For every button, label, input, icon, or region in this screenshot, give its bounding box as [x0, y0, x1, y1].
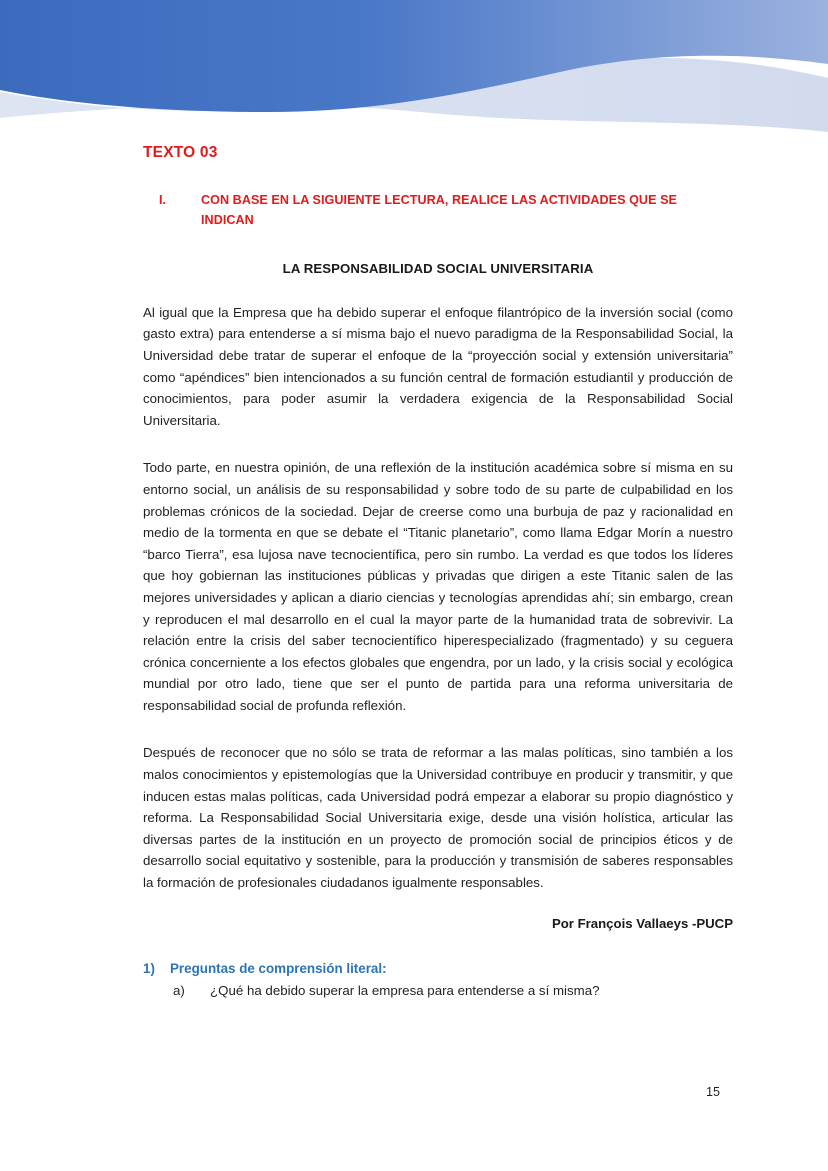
reading-paragraph-1: Al igual que la Empresa que ha debido superar el enfoque filantrópico de la inversión social (como gasto extra) para entenderse a sí misma bajo el nuevo paradigma de la Responsabilidad Social, la Universidad debe tratar de superar el enfoque de la “proyección social y extensión universitaria” como “apéndices” bien intencionados a su función central de formación estudiantil y producción de conocimientos, para poder asumir la verdadera exigencia de la Responsabilidad Social Universitaria.: [143, 304, 733, 428]
question-item-a-text: ¿Qué ha debido superar la empresa para entenderse a sí misma?: [210, 982, 600, 998]
reading-paragraph-3: Después de reconocer que no sólo se trata de reformar a las malas políticas, sino también a los malos conocimientos y epistemologías que la Universidad contribuye en producir y transmitir, y que inducen estas malas políticas, cada Universidad podrá empezar a elaborar su propio diagnóstico y reforma. La Responsabilidad Social Universitaria exige, desde una visión holística, articular las diversas partes de la institución en un proyecto de promoción social de principios éticos y de desarrollo social equitativo y sostenible, para la producción y transmisión de saberes responsables la formación de profesionales ciudadanos igualmente responsables.: [143, 745, 733, 891]
page-title: TEXTO 03: [143, 144, 218, 161]
instruction-number: I.: [159, 193, 167, 207]
questions-heading: [143, 961, 733, 976]
author-attribution: Por François Vallaeys -PUCP: [551, 915, 733, 931]
document-content: [143, 144, 733, 998]
questions-number: 1): [143, 960, 155, 976]
questions-heading-label: Preguntas de comprensión literal:: [170, 960, 387, 976]
instruction-text: CON BASE EN LA SIGUIENTE LECTURA, REALICE LAS ACTIVIDADES QUE SE INDICAN: [201, 193, 677, 228]
question-item-a: [173, 983, 733, 998]
reading-paragraph-2: Todo parte, en nuestra opinión, de una reflexión de la institución académica sobre sí misma en su entorno social, un análisis de su responsabilidad y sobre todo de su parte de culpabilidad en los problemas crónicos de la sociedad. Dejar de creerse como una burbuja de paz y racionalidad en medio de la tormenta en que se debate el “Titanic planetario”, como llama Edgar Morín a nuestro “barco Tierra”, esa lujosa nave tecnocientífica, pero sin rumbo. La verdad es que todos los líderes que hoy gobiernan las instituciones públicas y privadas que dirigen a este Titanic salen de las mejores universidades y aplican a diario ciencias y tecnologías aprendidas ahí; sin embargo, crean y reproducen el mal desarrollo en el cual la mayor parte de la humanidad trata de sobrevivir. La relación entre la crisis del saber tecnocientífico hiperespecializado (fragmentado) y su ceguera crónica concerniente a los efectos globales que engendra, por un lado, y la crisis social y ecológica mundial por otro lado, tiene que ser el punto de partida para una reforma universitaria de responsabilidad social de profunda reflexión.: [143, 460, 733, 713]
reading-title: LA RESPONSABILIDAD SOCIAL UNIVERSITARIA: [282, 260, 594, 276]
question-item-a-label: a): [173, 982, 185, 998]
page-number: 15: [706, 1085, 721, 1099]
instruction-item: [159, 190, 733, 231]
